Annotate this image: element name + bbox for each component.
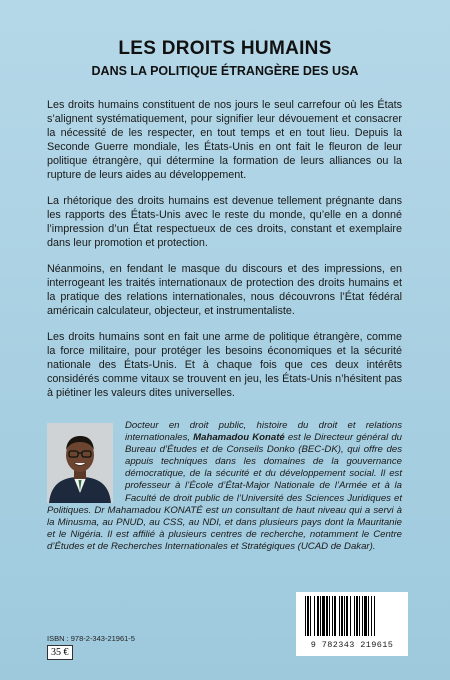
blurb-paragraph-2: La rhétorique des droits humains est devenue tellement prégnante dans les rapports des États-Unis avec le reste du monde, qu’elle en a donné l’impression d’un État respectueux de ces droits, constant et exemplaire dans leur promotion et protection. <box>47 195 402 249</box>
barcode-bars <box>303 596 401 640</box>
barcode <box>296 592 408 656</box>
blurb-paragraph-3: Néanmoins, en fendant le masque du discours et des impressions, en interrogeant les traités internationaux de protection des droits humains et la pratique des relations internationales, nous découvrons l’État fédéral américain calculateur, objecteur, et instrumentaliste. <box>47 263 402 317</box>
book-title: LES DROITS HUMAINS <box>118 38 332 59</box>
price-tag: 35 € <box>47 645 73 660</box>
author-name: Mahamadou Konaté <box>193 432 285 444</box>
blurb-paragraph-4: Les droits humains sont en fait une arme de politique étrangère, comme la force militaire, pour protéger les besoins économiques et la sécurité nationale des États-Unis. Et à chaque fois que ces deux intérêts considérés comme vitaux se trouvent en jeu, les États-Unis n’hésitent pas à piétiner les valeurs dites universelles. <box>47 331 402 399</box>
photo-spacer <box>47 420 115 504</box>
barcode-number: 9 782343 219615 <box>310 640 394 650</box>
blurb <box>47 98 402 412</box>
isbn: ISBN : 978-2-343-21961-5 <box>47 634 135 643</box>
book-subtitle: DANS LA POLITIQUE ÉTRANGÈRE DES USA <box>91 64 359 78</box>
bio-text: est le Directeur général du Bureau d’Études et de Conseils Donko (BEC-DK), qui offre des appuis techniques dans les domaines de la gouvernance démocratique, de la sécurité et du développement social. Il est professeur à l’École d’État-Major Nationale de l’Armée et à la Faculté de droit public de l’Université des Sciences Juridiques et Politiques. Dr Mahamadou KONATÉ est un consultant de haut niveau qui a servi à la Minusma, au PNUD, au CSS, au NDI, et dans plusieurs pays dont la Mauritanie et le Nigéria. Il est affilié à plusieurs centres de recherche, notamment le Centre d’Études et de Recherches Internationales et Stratégiques (UCAD de Dakar). <box>47 432 403 552</box>
bio-intro: Docteur en droit public, histoire du droit et relations internationales, <box>125 420 402 444</box>
author-bio <box>47 420 402 553</box>
blurb-paragraph-1: Les droits humains constituent de nos jours le seul carrefour où les États s’alignent systématiquement, pour signifier leur dévouement et consacrer la nécessité de les respecter, en tout temps et en tout lieu. Depuis la Seconde Guerre mondiale, les États-Unis en ont fait le fleuron de leur politique étrangère, qui détermine la formation de leurs alliances ou la rupture de leurs aides au développement. <box>47 99 402 181</box>
